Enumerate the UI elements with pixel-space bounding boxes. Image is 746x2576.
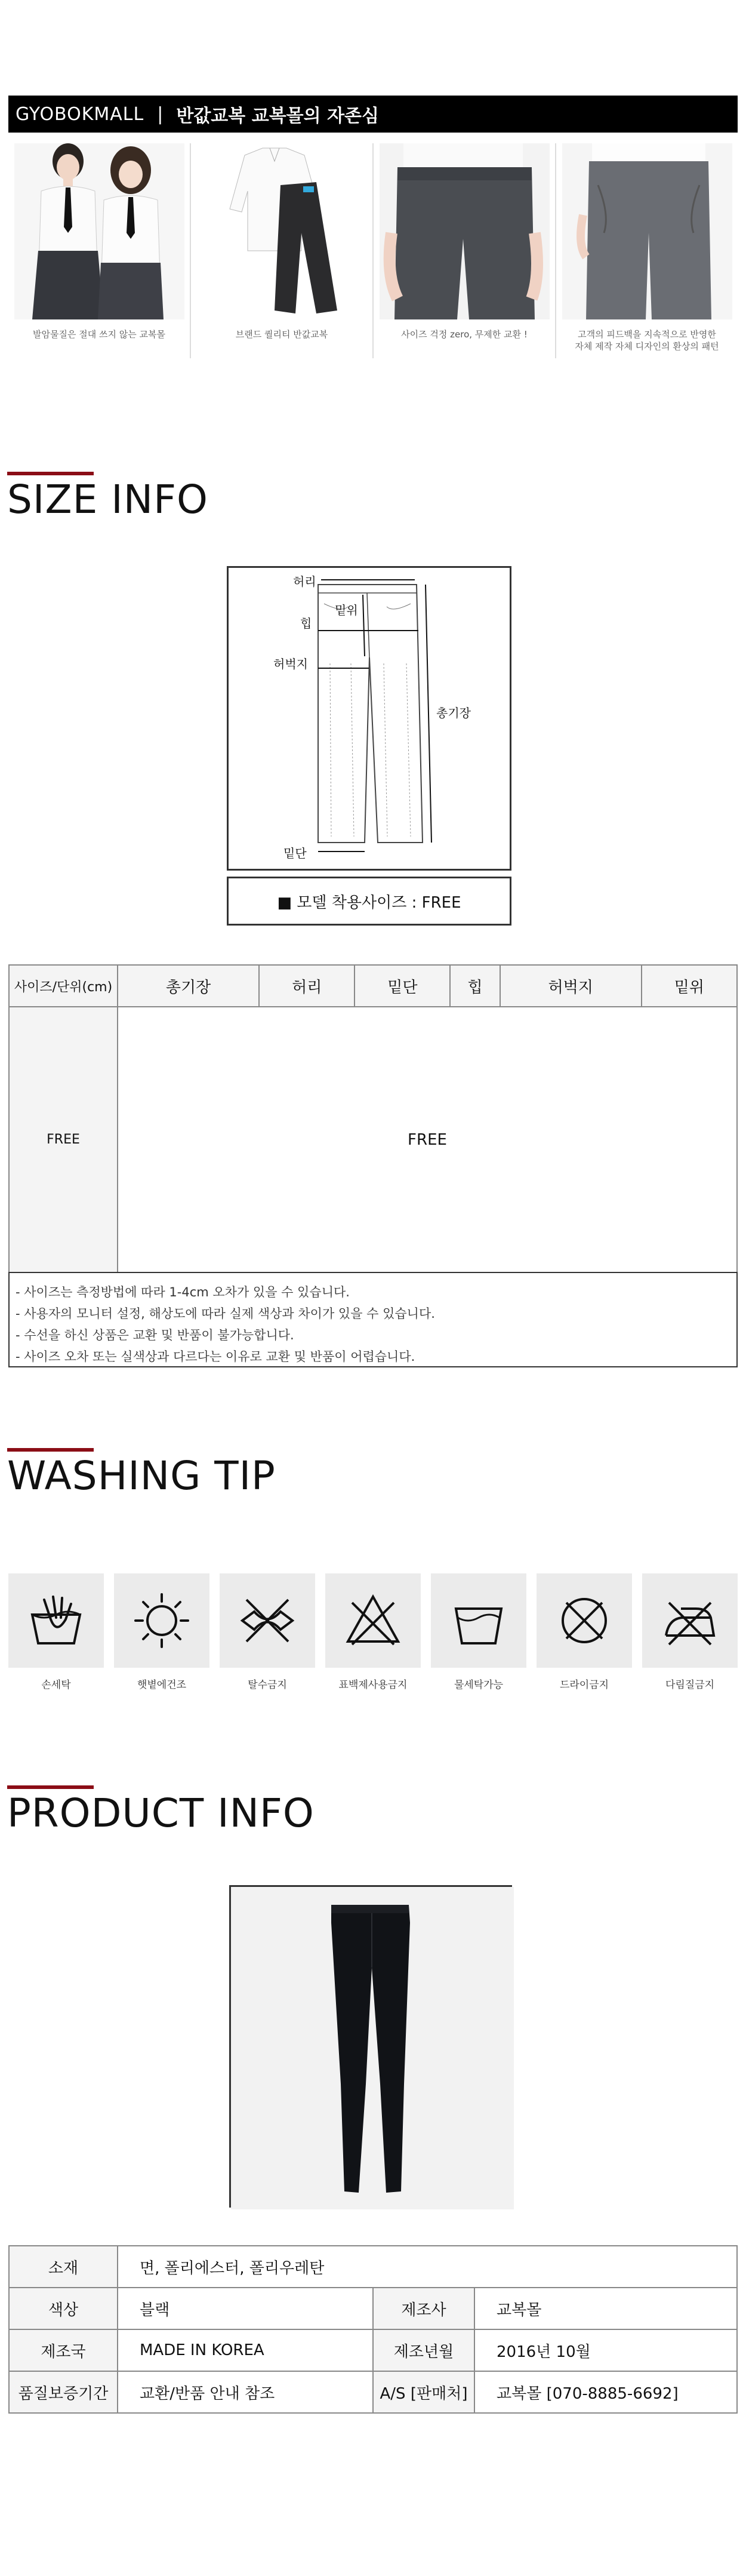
top-banner	[8, 96, 738, 133]
table-row	[9, 2288, 737, 2329]
model-size-box	[227, 877, 511, 926]
size-table-header: 밑위	[642, 965, 737, 1007]
pants-diagram-icon	[229, 568, 513, 872]
accent-bar	[7, 1785, 94, 1789]
wash-item	[642, 1573, 738, 1691]
size-table-header: 밑단	[354, 965, 450, 1007]
table-row	[9, 2246, 737, 2288]
table-row	[9, 2371, 737, 2413]
size-value-cell: FREE	[118, 1007, 737, 1272]
wash-label: 손세탁	[41, 1679, 71, 1691]
size-notice-box	[8, 1272, 738, 1367]
maker-label: 제조사	[373, 2288, 474, 2329]
warranty-label: 품질보증기간	[9, 2371, 118, 2413]
date-label: 제조년월	[373, 2329, 474, 2371]
feature-cell	[8, 143, 191, 358]
no-dry-clean-icon	[537, 1573, 632, 1668]
product-photo	[229, 1885, 512, 2208]
model-size-text: ■ 모델 착용사이즈 : FREE	[277, 893, 461, 912]
wash-label: 탈수금지	[248, 1679, 287, 1691]
diagram-label-thigh: 허벅지	[273, 657, 308, 671]
product-info-header	[7, 1785, 315, 1836]
date-value: 2016년 10월	[474, 2329, 737, 2371]
size-cell: FREE	[9, 1007, 118, 1272]
table-row	[9, 1007, 737, 1272]
notice-line: - 수선을 하신 상품은 교환 및 반품이 불가능합니다.	[16, 1328, 294, 1342]
hand-wash-icon	[8, 1573, 104, 1668]
diagram-label-rise: 밑위	[335, 603, 358, 617]
wash-label: 물세탁가능	[454, 1679, 504, 1691]
brand-name: GYOBOKMALL	[16, 103, 144, 125]
no-wring-icon	[220, 1573, 315, 1668]
washing-tip-header	[7, 1448, 276, 1499]
wash-item	[431, 1573, 526, 1691]
notice-line: - 사용자의 모니터 설정, 해상도에 따라 실제 색상과 차이가 있을 수 있습니다.	[16, 1307, 435, 1321]
pants-waist-photo	[380, 143, 550, 319]
size-table-header-row	[9, 965, 737, 1007]
accent-bar	[7, 1448, 94, 1452]
sun-dry-icon	[114, 1573, 209, 1668]
wash-item	[114, 1573, 209, 1691]
feature-caption: 브랜드 퀄리티 반값교복	[235, 329, 328, 340]
wash-item	[325, 1573, 421, 1691]
wash-item	[8, 1573, 104, 1691]
leggings-photo	[231, 1887, 514, 2209]
notice-line: - 사이즈는 측정방법에 따라 1-4cm 오차가 있을 수 있습니다.	[16, 1285, 350, 1299]
feature-photo-row	[8, 143, 738, 358]
size-table-header: 허리	[259, 965, 354, 1007]
pants-pocket-photo	[562, 143, 732, 319]
feature-caption: 발암물질은 절대 쓰지 않는 교복몰	[33, 329, 165, 340]
size-table-header: 힙	[450, 965, 500, 1007]
washing-icons-row	[8, 1573, 738, 1691]
no-iron-icon	[642, 1573, 738, 1668]
banner-separator: |	[157, 103, 164, 125]
section-title: PRODUCT INFO	[7, 1790, 315, 1836]
color-value: 블랙	[118, 2288, 373, 2329]
wash-item	[537, 1573, 632, 1691]
maker-value: 교복몰	[474, 2288, 737, 2329]
diagram-label-length: 총기장	[436, 706, 471, 720]
material-label: 소재	[9, 2246, 118, 2288]
feature-cell	[191, 143, 374, 358]
water-wash-icon	[431, 1573, 526, 1668]
warranty-value: 교환/반품 안내 참조	[118, 2371, 373, 2413]
size-diagram	[227, 566, 511, 871]
wash-label: 다림질금지	[665, 1679, 715, 1691]
models-photo	[14, 143, 184, 319]
diagram-label-hem: 밑단	[283, 846, 307, 860]
feature-cell	[374, 143, 556, 358]
feature-caption: 사이즈 걱정 zero, 무제한 교환 !	[401, 329, 528, 340]
accent-bar	[7, 472, 94, 475]
section-title: WASHING TIP	[7, 1453, 276, 1499]
notice-line: - 사이즈 오차 또는 실색상과 다르다는 이유로 교환 및 반품이 어렵습니다.	[16, 1350, 415, 1364]
wash-label: 표백제사용금지	[338, 1679, 408, 1691]
feature-caption: 고객의 피드백을 지속적으로 반영한 자체 제작 자체 디자인의 환상의 패턴	[575, 329, 719, 352]
size-table-header: 총기장	[118, 965, 259, 1007]
origin-label: 제조국	[9, 2329, 118, 2371]
banner-tagline: 반값교복 교복몰의 자존심	[176, 106, 380, 127]
feature-cell	[556, 143, 738, 358]
size-table-header: 허벅지	[500, 965, 642, 1007]
wash-label: 드라이금지	[559, 1679, 609, 1691]
wash-label: 햇볕에건조	[137, 1679, 187, 1691]
size-info-header	[7, 472, 208, 522]
as-label: A/S [판매처]	[373, 2371, 474, 2413]
diagram-label-hip: 힙	[300, 616, 312, 631]
size-table	[8, 964, 738, 1273]
diagram-label-waist: 허리	[293, 574, 316, 589]
size-table-header: 사이즈/단위(cm)	[9, 965, 118, 1007]
wash-item	[220, 1573, 315, 1691]
as-value: 교복몰 [070-8885-6692]	[474, 2371, 737, 2413]
product-info-table	[8, 2245, 738, 2414]
table-row	[9, 2329, 737, 2371]
origin-value: MADE IN KOREA	[118, 2329, 373, 2371]
color-label: 색상	[9, 2288, 118, 2329]
section-title: SIZE INFO	[7, 477, 209, 522]
no-bleach-icon	[325, 1573, 421, 1668]
shirt-pants-photo	[197, 143, 367, 319]
material-value: 면, 폴리에스터, 폴리우레탄	[118, 2246, 737, 2288]
